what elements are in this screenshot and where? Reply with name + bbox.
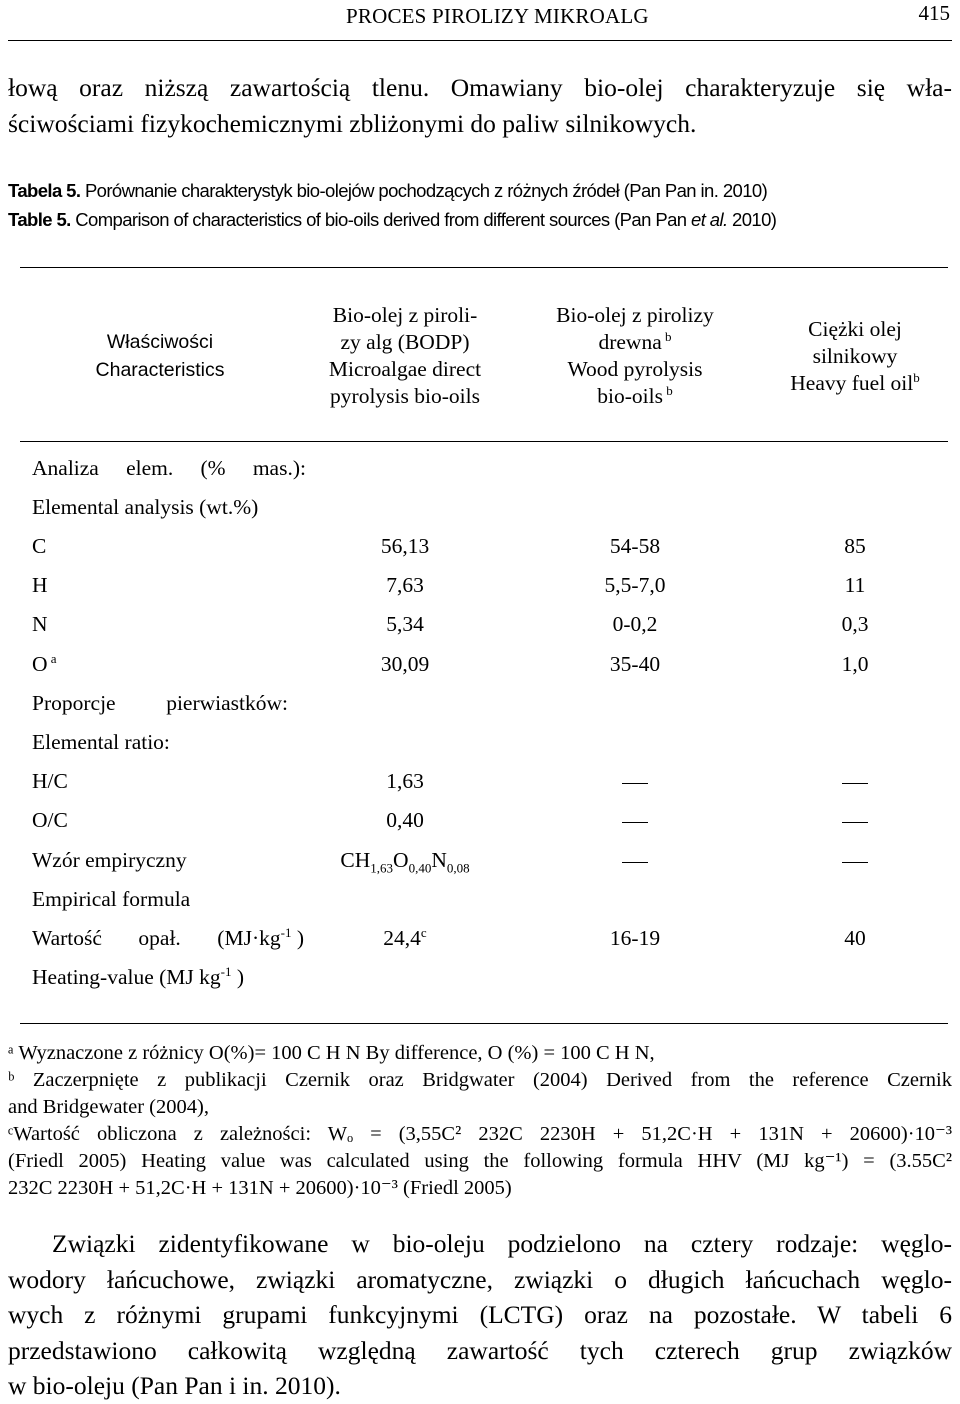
header-line: Heavy fuel oil$^b$ xyxy=(790,369,920,395)
cell-value: 1,63 xyxy=(386,769,424,793)
intro-line: łową oraz niższą zawartością tlenu. Omawiany bio-olej charakteryzuje się wła- xyxy=(8,73,952,102)
cell-value: 5,5-7,0 xyxy=(604,573,666,597)
section-label-pl: Analiza elem. (% mas.): xyxy=(32,456,306,480)
cell-value: 85 xyxy=(844,534,866,558)
cell-value: 0,3 xyxy=(841,612,869,636)
body-line: wodory łańcuchowe, związki aromatyczne, związki o długich łańcuchach węglo- xyxy=(8,1264,952,1294)
header-line: Bio-olej z pirolizy xyxy=(556,303,714,327)
row-label: H xyxy=(32,573,48,597)
dash-cell xyxy=(555,808,715,833)
caption-text: Comparison of characteristics of bio-oils derived from different sources (Pan Pan xyxy=(70,209,691,230)
table-caption-en xyxy=(8,209,952,231)
section-label-en: Elemental analysis (wt.%) xyxy=(32,495,259,519)
row-label: C xyxy=(32,534,47,558)
row-label: Wartość opał. ($MJ\cdot kg^{-1}$ ) xyxy=(32,924,304,950)
body-line: wych z różnymi grupami funkcyjnymi (LCTG) oraz na pozostałe. W tabeli 6 xyxy=(8,1300,952,1329)
cell-value: 30,09 xyxy=(380,652,430,676)
caption-italic: et al. xyxy=(691,209,728,230)
dash-cell xyxy=(555,848,715,873)
caption-text: Porównanie charakterystyk bio-olejów pochodzących z różnych źródeł (Pan Pan in. 2010) xyxy=(80,180,768,201)
cell-value: 54-58 xyxy=(609,534,661,558)
header-line: silnikowy xyxy=(812,344,898,368)
table-bottom-rule xyxy=(20,1023,948,1024)
cell-value: 7,63 xyxy=(386,573,424,597)
footnote-line: and Bridgewater (2004), xyxy=(8,1096,209,1118)
row-label: N xyxy=(32,612,48,636)
footnote-line: (Friedl 2005) Heating value was calculated using the following formula HHV (MJ kg⁻¹) = (3.55C² xyxy=(8,1150,952,1172)
dash-cell xyxy=(760,808,950,833)
header-characteristics xyxy=(60,328,260,384)
dash xyxy=(842,862,868,863)
row-label: Wzór empiryczny xyxy=(32,848,187,872)
footnote-line: 232C 2230H + 51,2C·H + 131N + 20600)·10⁻³ (Friedl 2005) xyxy=(8,1177,512,1199)
dash xyxy=(622,862,648,863)
cell-value: 0,40 xyxy=(386,808,424,832)
table-footnotes xyxy=(8,1040,952,1202)
cell-value: 5,34 xyxy=(386,612,424,636)
caption-label: Tabela 5. xyxy=(8,180,81,201)
cell-value: 40 xyxy=(844,926,866,950)
formula-value: $CH_{1,63}O_{0,40}N_{0,08}$ xyxy=(340,848,470,876)
header-line: Ciężki olej xyxy=(808,317,902,341)
footnote-line: ᵇ Zaczerpnięte z publikacji Czernik oraz Bridgwater (2004) Derived from the reference Czernik xyxy=(8,1069,952,1091)
caption-text: 2010) xyxy=(727,209,777,230)
header-line: bio-oils $^b$ xyxy=(597,382,673,408)
cell-value: 1,0 xyxy=(841,652,869,676)
row-label: Heating-value (MJ $kg^{-1}$ ) xyxy=(32,963,245,989)
footnote-line: ᶜWartość obliczona z zależności: Wₒ = (3,55C² 232C 2230H + 51,2C·H + 131N + 20600)·10⁻³ xyxy=(8,1123,952,1145)
dash-cell xyxy=(555,769,715,794)
header-line: Bio-olej z piroli- xyxy=(332,303,478,327)
cell-value: 56,13 xyxy=(380,534,430,558)
section-label-en: Elemental ratio: xyxy=(32,730,170,754)
header-heavy-fuel xyxy=(760,316,950,397)
header-line: zy alg (BODP) xyxy=(340,330,470,354)
intro-paragraph xyxy=(8,70,952,142)
header-wood xyxy=(525,302,745,410)
header-line: pyrolysis bio-oils xyxy=(330,384,480,408)
section-label-pl: Proporcje pierwiastków: xyxy=(32,691,288,715)
row-label: O/C xyxy=(32,808,68,832)
header-line: Characteristics xyxy=(95,359,225,381)
table-top-rule xyxy=(20,267,948,268)
dash xyxy=(842,783,868,784)
page-header xyxy=(8,0,952,41)
body-line: Związki zidentyfikowane w bio-oleju podzielono na cztery rodzaje: węglo- xyxy=(52,1229,952,1258)
dash xyxy=(622,822,648,823)
body-line: przedstawiono całkowitą względną zawartość tych czterech grup związków xyxy=(8,1335,952,1365)
footnote-line: ᵃ Wyznaczone z różnicy O(%)= 100 C H N By difference, O (%) = 100 C H N, xyxy=(8,1042,655,1064)
header-line: Microalgae direct xyxy=(328,357,482,381)
dash xyxy=(622,783,648,784)
page-number: 415 xyxy=(918,1,950,25)
table-header-rule xyxy=(20,441,948,442)
row-label: H/C xyxy=(32,769,68,793)
body-paragraph xyxy=(8,1226,952,1404)
header-line: Właściwości xyxy=(106,331,214,353)
body-line: w bio-oleju (Pan Pan i in. 2010). xyxy=(8,1371,341,1400)
running-title: PROCES PIROLIZY MIKROALG xyxy=(346,4,649,28)
row-label: Empirical formula xyxy=(32,887,191,911)
header-line: drewna $^b$ xyxy=(598,328,672,354)
cell-value: 24,4$^c$ xyxy=(383,924,427,950)
cell-value: 0-0,2 xyxy=(612,612,658,636)
header-bodp xyxy=(300,302,510,410)
dash xyxy=(842,822,868,823)
cell-value: 35-40 xyxy=(609,652,661,676)
row-label: O $^a$ xyxy=(32,650,57,676)
dash-cell xyxy=(760,769,950,794)
dash-cell xyxy=(760,848,950,873)
caption-label: Table 5. xyxy=(8,209,71,230)
table-caption-pl xyxy=(8,180,952,202)
header-line: Wood pyrolysis xyxy=(567,357,703,381)
cell-value: 11 xyxy=(844,573,866,597)
cell-value: 16-19 xyxy=(609,926,661,950)
intro-line: ściwościami fizykochemicznymi zbliżonymi do paliw silnikowych. xyxy=(8,109,697,138)
